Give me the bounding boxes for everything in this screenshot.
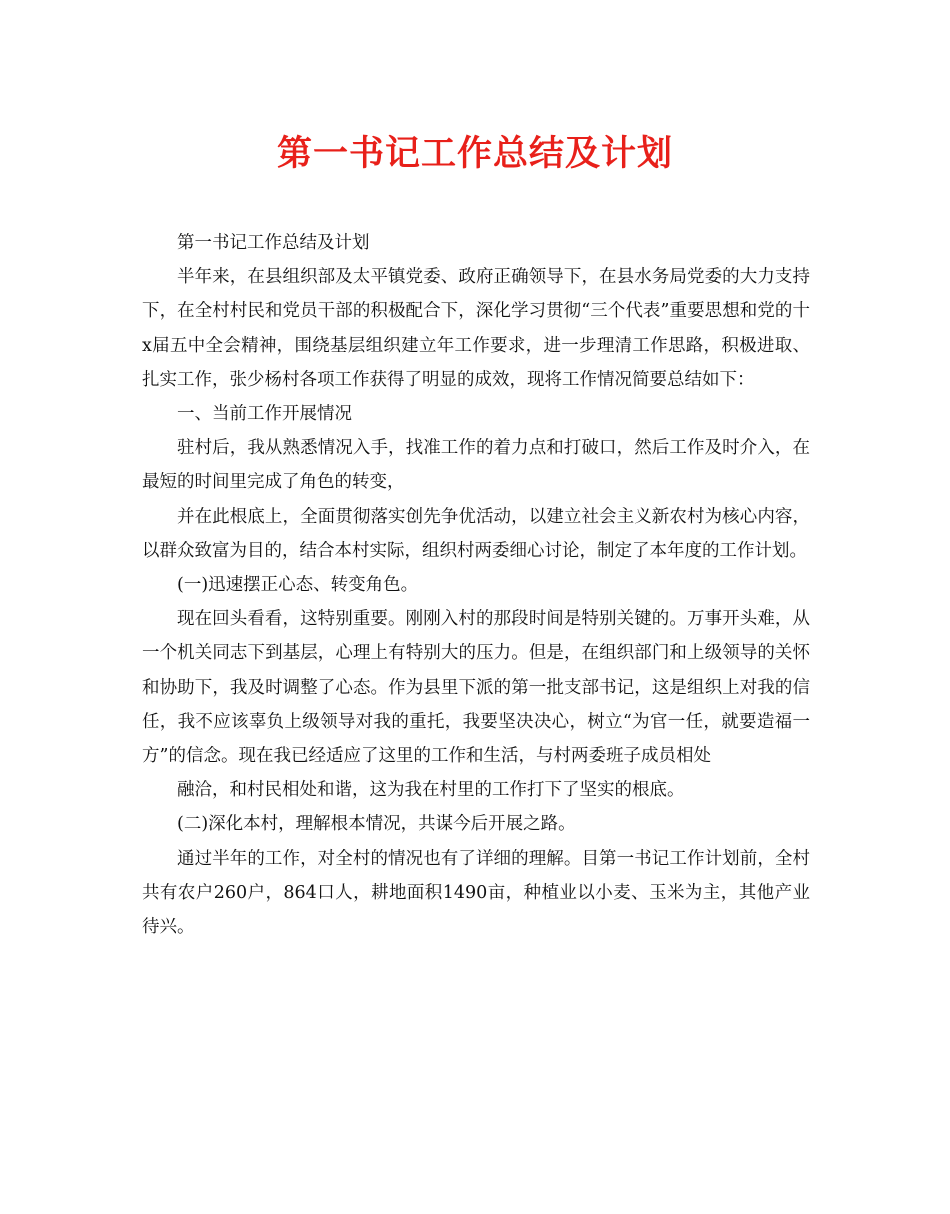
paragraph: 并在此根底上，全面贯彻落实创先争优活动，以建立社会主义新农村为核心内容，以群众致富为目的，结合本村实际，组织村两委细心讨论，制定了本年度的工作计划。 [142,506,810,561]
section-heading-current-work: 一、当前工作开展情况 [177,404,352,425]
paragraph-intro: 半年来，在县组织部及太平镇党委、政府正确领导下，在县水务局党委的大力支持下，在全村村民和党员干部的积极配合下，深化学习贯彻“三个代表”重要思想和党的十x届五中全会精神，围绕基层组织建立年工作要求，进一步理清工作思路，积极进取、扎实工作，张少杨村各项工作获得了明显的成效，现将工作情况简要总结如下： [142,267,810,390]
subsection-heading-1: (一)迅速摆正心态、转变角色。 [177,575,419,596]
subsection-heading-2: (二)深化本村，理解根本情况，共谋今后开展之路。 [177,814,576,835]
paragraph-subtitle: 第一书记工作总结及计划 [177,233,370,253]
paragraph: 通过半年的工作，对全村的情况也有了详细的理解。目第一书记工作计划前，全村共有农户260户，864口人，耕地面积1490亩，种植业以小麦、玉米为主，其他产业待兴。 [142,848,810,938]
document-title: 第一书记工作总结及计划 [276,133,673,174]
paragraph: 现在回头看看，这特别重要。刚刚入村的那段时间是特别关键的。万事开头难，从一个机关同志下到基层，心理上有特别大的压力。但是，在组织部门和上级领导的关怀和协助下，我及时调整了心态。作为县里下派的第一批支部书记，这是组织上对我的信任，我不应该辜负上级领导对我的重托，我要坚决决心，树立“为官一任，就要造福一方”的信念。现在我已经适应了这里的工作和生活，与村两委班子成员相处 [142,609,810,767]
document-body [142,226,810,944]
paragraph: 驻村后，我从熟悉情况入手，找准工作的着力点和打破口，然后工作及时介入，在最短的时间里完成了角色的转变， [142,438,810,493]
paragraph: 融洽，和村民相处和谐，这为我在村里的工作打下了坚实的根底。 [177,780,685,801]
